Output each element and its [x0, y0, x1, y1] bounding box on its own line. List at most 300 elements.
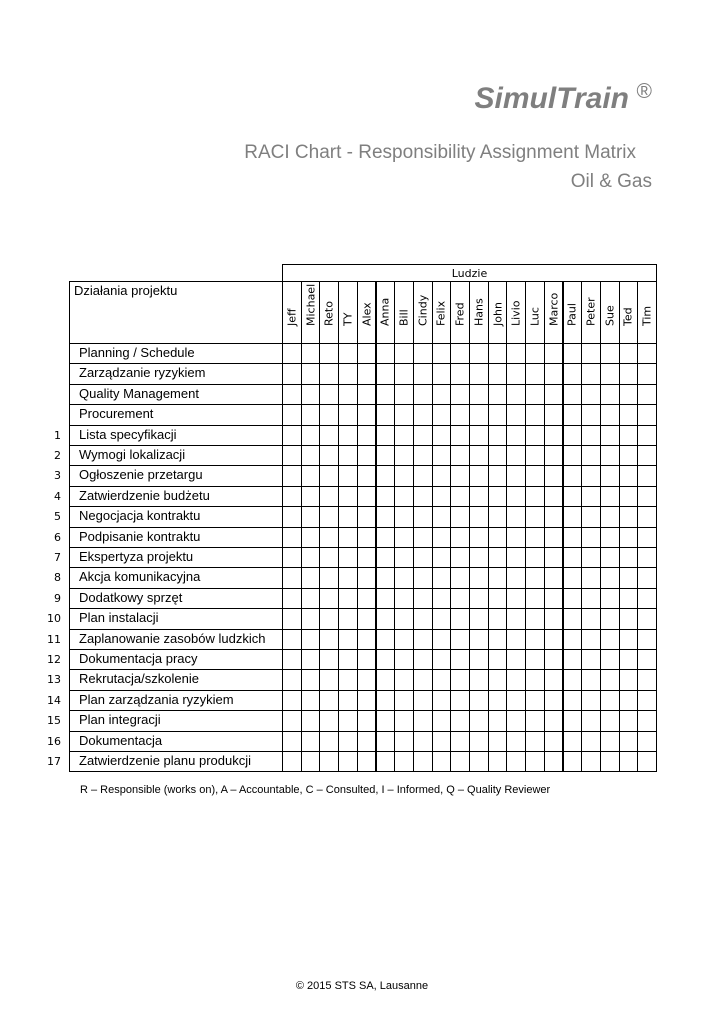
raci-cell[interactable] [488, 649, 508, 670]
raci-cell[interactable] [413, 465, 433, 486]
raci-cell[interactable] [469, 731, 489, 752]
raci-cell[interactable] [376, 649, 396, 670]
raci-cell[interactable] [301, 363, 321, 384]
raci-cell[interactable] [301, 588, 321, 609]
raci-cell[interactable] [301, 384, 321, 405]
raci-cell[interactable] [469, 567, 489, 588]
raci-cell[interactable] [376, 710, 396, 731]
raci-cell[interactable] [563, 445, 583, 466]
raci-cell[interactable] [450, 547, 470, 568]
raci-cell[interactable] [488, 363, 508, 384]
raci-cell[interactable] [357, 425, 377, 446]
raci-cell[interactable] [637, 649, 657, 670]
raci-cell[interactable] [600, 608, 620, 629]
raci-cell[interactable] [357, 445, 377, 466]
raci-cell[interactable] [469, 669, 489, 690]
raci-cell[interactable] [525, 486, 545, 507]
raci-cell[interactable] [338, 567, 358, 588]
raci-cell[interactable] [357, 629, 377, 650]
raci-cell[interactable] [319, 547, 339, 568]
raci-cell[interactable] [581, 506, 601, 527]
raci-cell[interactable] [637, 629, 657, 650]
raci-cell[interactable] [376, 465, 396, 486]
raci-cell[interactable] [413, 506, 433, 527]
raci-cell[interactable] [357, 751, 377, 772]
raci-cell[interactable] [563, 690, 583, 711]
raci-cell[interactable] [413, 690, 433, 711]
raci-cell[interactable] [413, 649, 433, 670]
raci-cell[interactable] [619, 425, 639, 446]
raci-cell[interactable] [544, 445, 564, 466]
raci-cell[interactable] [581, 629, 601, 650]
raci-cell[interactable] [506, 710, 526, 731]
raci-cell[interactable] [506, 731, 526, 752]
raci-cell[interactable] [376, 629, 396, 650]
raci-cell[interactable] [581, 751, 601, 772]
raci-cell[interactable] [637, 690, 657, 711]
raci-cell[interactable] [376, 486, 396, 507]
raci-cell[interactable] [432, 527, 452, 548]
raci-cell[interactable] [619, 486, 639, 507]
raci-cell[interactable] [301, 425, 321, 446]
raci-cell[interactable] [469, 384, 489, 405]
raci-cell[interactable] [563, 629, 583, 650]
raci-cell[interactable] [450, 465, 470, 486]
raci-cell[interactable] [525, 567, 545, 588]
raci-cell[interactable] [506, 669, 526, 690]
raci-cell[interactable] [506, 425, 526, 446]
raci-cell[interactable] [506, 506, 526, 527]
raci-cell[interactable] [600, 588, 620, 609]
raci-cell[interactable] [432, 506, 452, 527]
raci-cell[interactable] [619, 404, 639, 425]
raci-cell[interactable] [600, 486, 620, 507]
raci-cell[interactable] [563, 547, 583, 568]
raci-cell[interactable] [581, 710, 601, 731]
raci-cell[interactable] [600, 506, 620, 527]
raci-cell[interactable] [581, 384, 601, 405]
raci-cell[interactable] [506, 343, 526, 364]
raci-cell[interactable] [413, 751, 433, 772]
raci-cell[interactable] [544, 731, 564, 752]
raci-cell[interactable] [525, 629, 545, 650]
raci-cell[interactable] [525, 649, 545, 670]
raci-cell[interactable] [600, 527, 620, 548]
raci-cell[interactable] [563, 588, 583, 609]
raci-cell[interactable] [432, 629, 452, 650]
raci-cell[interactable] [469, 629, 489, 650]
raci-cell[interactable] [563, 363, 583, 384]
raci-cell[interactable] [544, 384, 564, 405]
raci-cell[interactable] [357, 363, 377, 384]
raci-cell[interactable] [376, 751, 396, 772]
raci-cell[interactable] [525, 669, 545, 690]
raci-cell[interactable] [338, 690, 358, 711]
raci-cell[interactable] [357, 608, 377, 629]
raci-cell[interactable] [619, 731, 639, 752]
raci-cell[interactable] [432, 690, 452, 711]
raci-cell[interactable] [394, 547, 414, 568]
raci-cell[interactable] [357, 547, 377, 568]
raci-cell[interactable] [301, 547, 321, 568]
raci-cell[interactable] [432, 567, 452, 588]
raci-cell[interactable] [544, 506, 564, 527]
raci-cell[interactable] [301, 608, 321, 629]
raci-cell[interactable] [301, 751, 321, 772]
raci-cell[interactable] [376, 547, 396, 568]
raci-cell[interactable] [282, 547, 302, 568]
raci-cell[interactable] [394, 567, 414, 588]
raci-cell[interactable] [376, 608, 396, 629]
raci-cell[interactable] [450, 384, 470, 405]
raci-cell[interactable] [301, 445, 321, 466]
raci-cell[interactable] [319, 404, 339, 425]
raci-cell[interactable] [450, 669, 470, 690]
raci-cell[interactable] [301, 506, 321, 527]
raci-cell[interactable] [432, 384, 452, 405]
raci-cell[interactable] [357, 486, 377, 507]
raci-cell[interactable] [506, 465, 526, 486]
raci-cell[interactable] [301, 629, 321, 650]
raci-cell[interactable] [544, 527, 564, 548]
raci-cell[interactable] [319, 465, 339, 486]
raci-cell[interactable] [432, 404, 452, 425]
raci-cell[interactable] [544, 404, 564, 425]
raci-cell[interactable] [432, 486, 452, 507]
raci-cell[interactable] [637, 567, 657, 588]
raci-cell[interactable] [619, 567, 639, 588]
raci-cell[interactable] [319, 384, 339, 405]
raci-cell[interactable] [450, 649, 470, 670]
raci-cell[interactable] [600, 404, 620, 425]
raci-cell[interactable] [282, 445, 302, 466]
raci-cell[interactable] [357, 384, 377, 405]
raci-cell[interactable] [581, 567, 601, 588]
raci-cell[interactable] [525, 710, 545, 731]
raci-cell[interactable] [581, 649, 601, 670]
raci-cell[interactable] [319, 649, 339, 670]
raci-cell[interactable] [432, 343, 452, 364]
raci-cell[interactable] [432, 588, 452, 609]
raci-cell[interactable] [338, 588, 358, 609]
raci-cell[interactable] [619, 629, 639, 650]
raci-cell[interactable] [600, 649, 620, 670]
raci-cell[interactable] [563, 465, 583, 486]
raci-cell[interactable] [450, 629, 470, 650]
raci-cell[interactable] [637, 527, 657, 548]
raci-cell[interactable] [394, 506, 414, 527]
raci-cell[interactable] [525, 465, 545, 486]
raci-cell[interactable] [544, 649, 564, 670]
raci-cell[interactable] [376, 506, 396, 527]
raci-cell[interactable] [619, 363, 639, 384]
raci-cell[interactable] [637, 363, 657, 384]
raci-cell[interactable] [563, 384, 583, 405]
raci-cell[interactable] [637, 710, 657, 731]
raci-cell[interactable] [357, 343, 377, 364]
raci-cell[interactable] [619, 690, 639, 711]
raci-cell[interactable] [319, 710, 339, 731]
raci-cell[interactable] [619, 649, 639, 670]
raci-cell[interactable] [413, 486, 433, 507]
raci-cell[interactable] [525, 588, 545, 609]
raci-cell[interactable] [581, 404, 601, 425]
raci-cell[interactable] [282, 384, 302, 405]
raci-cell[interactable] [319, 690, 339, 711]
raci-cell[interactable] [282, 669, 302, 690]
raci-cell[interactable] [581, 465, 601, 486]
raci-cell[interactable] [394, 527, 414, 548]
raci-cell[interactable] [469, 506, 489, 527]
raci-cell[interactable] [394, 710, 414, 731]
raci-cell[interactable] [413, 669, 433, 690]
raci-cell[interactable] [563, 608, 583, 629]
raci-cell[interactable] [282, 710, 302, 731]
raci-cell[interactable] [488, 445, 508, 466]
raci-cell[interactable] [357, 404, 377, 425]
raci-cell[interactable] [319, 731, 339, 752]
raci-cell[interactable] [450, 751, 470, 772]
raci-cell[interactable] [413, 363, 433, 384]
raci-cell[interactable] [506, 404, 526, 425]
raci-cell[interactable] [581, 690, 601, 711]
raci-cell[interactable] [525, 547, 545, 568]
raci-cell[interactable] [301, 527, 321, 548]
raci-cell[interactable] [450, 527, 470, 548]
raci-cell[interactable] [413, 731, 433, 752]
raci-cell[interactable] [619, 669, 639, 690]
raci-cell[interactable] [338, 343, 358, 364]
raci-cell[interactable] [469, 404, 489, 425]
raci-cell[interactable] [394, 690, 414, 711]
raci-cell[interactable] [394, 343, 414, 364]
raci-cell[interactable] [394, 608, 414, 629]
raci-cell[interactable] [338, 425, 358, 446]
raci-cell[interactable] [619, 608, 639, 629]
raci-cell[interactable] [338, 445, 358, 466]
raci-cell[interactable] [469, 363, 489, 384]
raci-cell[interactable] [394, 486, 414, 507]
raci-cell[interactable] [581, 527, 601, 548]
raci-cell[interactable] [488, 608, 508, 629]
raci-cell[interactable] [319, 629, 339, 650]
raci-cell[interactable] [563, 731, 583, 752]
raci-cell[interactable] [469, 486, 489, 507]
raci-cell[interactable] [469, 608, 489, 629]
raci-cell[interactable] [469, 710, 489, 731]
raci-cell[interactable] [581, 445, 601, 466]
raci-cell[interactable] [301, 465, 321, 486]
raci-cell[interactable] [319, 445, 339, 466]
raci-cell[interactable] [413, 404, 433, 425]
raci-cell[interactable] [488, 567, 508, 588]
raci-cell[interactable] [338, 547, 358, 568]
raci-cell[interactable] [469, 690, 489, 711]
raci-cell[interactable] [469, 465, 489, 486]
raci-cell[interactable] [506, 547, 526, 568]
raci-cell[interactable] [432, 425, 452, 446]
raci-cell[interactable] [319, 588, 339, 609]
raci-cell[interactable] [282, 567, 302, 588]
raci-cell[interactable] [413, 588, 433, 609]
raci-cell[interactable] [637, 669, 657, 690]
raci-cell[interactable] [394, 465, 414, 486]
raci-cell[interactable] [394, 629, 414, 650]
raci-cell[interactable] [319, 669, 339, 690]
raci-cell[interactable] [282, 465, 302, 486]
raci-cell[interactable] [432, 608, 452, 629]
raci-cell[interactable] [637, 465, 657, 486]
raci-cell[interactable] [450, 486, 470, 507]
raci-cell[interactable] [450, 608, 470, 629]
raci-cell[interactable] [525, 506, 545, 527]
raci-cell[interactable] [376, 363, 396, 384]
raci-cell[interactable] [619, 527, 639, 548]
raci-cell[interactable] [376, 669, 396, 690]
raci-cell[interactable] [581, 731, 601, 752]
raci-cell[interactable] [637, 425, 657, 446]
raci-cell[interactable] [338, 649, 358, 670]
raci-cell[interactable] [600, 690, 620, 711]
raci-cell[interactable] [301, 690, 321, 711]
raci-cell[interactable] [432, 445, 452, 466]
raci-cell[interactable] [619, 445, 639, 466]
raci-cell[interactable] [619, 465, 639, 486]
raci-cell[interactable] [506, 751, 526, 772]
raci-cell[interactable] [357, 465, 377, 486]
raci-cell[interactable] [544, 363, 564, 384]
raci-cell[interactable] [319, 608, 339, 629]
raci-cell[interactable] [488, 629, 508, 650]
raci-cell[interactable] [357, 588, 377, 609]
raci-cell[interactable] [488, 547, 508, 568]
raci-cell[interactable] [413, 629, 433, 650]
raci-cell[interactable] [525, 751, 545, 772]
raci-cell[interactable] [282, 649, 302, 670]
raci-cell[interactable] [469, 527, 489, 548]
raci-cell[interactable] [376, 588, 396, 609]
raci-cell[interactable] [637, 404, 657, 425]
raci-cell[interactable] [357, 506, 377, 527]
raci-cell[interactable] [394, 588, 414, 609]
raci-cell[interactable] [544, 629, 564, 650]
raci-cell[interactable] [338, 710, 358, 731]
raci-cell[interactable] [619, 506, 639, 527]
raci-cell[interactable] [544, 486, 564, 507]
raci-cell[interactable] [319, 567, 339, 588]
raci-cell[interactable] [469, 588, 489, 609]
raci-cell[interactable] [600, 751, 620, 772]
raci-cell[interactable] [544, 588, 564, 609]
raci-cell[interactable] [319, 486, 339, 507]
raci-cell[interactable] [619, 710, 639, 731]
raci-cell[interactable] [376, 404, 396, 425]
raci-cell[interactable] [319, 527, 339, 548]
raci-cell[interactable] [338, 465, 358, 486]
raci-cell[interactable] [619, 547, 639, 568]
raci-cell[interactable] [319, 751, 339, 772]
raci-cell[interactable] [544, 608, 564, 629]
raci-cell[interactable] [282, 608, 302, 629]
raci-cell[interactable] [563, 404, 583, 425]
raci-cell[interactable] [525, 690, 545, 711]
raci-cell[interactable] [563, 710, 583, 731]
raci-cell[interactable] [394, 731, 414, 752]
raci-cell[interactable] [619, 384, 639, 405]
raci-cell[interactable] [338, 608, 358, 629]
raci-cell[interactable] [581, 425, 601, 446]
raci-cell[interactable] [544, 690, 564, 711]
raci-cell[interactable] [600, 629, 620, 650]
raci-cell[interactable] [544, 547, 564, 568]
raci-cell[interactable] [544, 465, 564, 486]
raci-cell[interactable] [450, 363, 470, 384]
raci-cell[interactable] [338, 506, 358, 527]
raci-cell[interactable] [600, 547, 620, 568]
raci-cell[interactable] [619, 751, 639, 772]
raci-cell[interactable] [637, 751, 657, 772]
raci-cell[interactable] [394, 649, 414, 670]
raci-cell[interactable] [357, 527, 377, 548]
raci-cell[interactable] [488, 465, 508, 486]
raci-cell[interactable] [376, 343, 396, 364]
raci-cell[interactable] [338, 751, 358, 772]
raci-cell[interactable] [301, 404, 321, 425]
raci-cell[interactable] [282, 690, 302, 711]
raci-cell[interactable] [338, 669, 358, 690]
raci-cell[interactable] [600, 731, 620, 752]
raci-cell[interactable] [525, 384, 545, 405]
raci-cell[interactable] [469, 445, 489, 466]
raci-cell[interactable] [450, 425, 470, 446]
raci-cell[interactable] [581, 669, 601, 690]
raci-cell[interactable] [469, 649, 489, 670]
raci-cell[interactable] [506, 445, 526, 466]
raci-cell[interactable] [600, 567, 620, 588]
raci-cell[interactable] [394, 384, 414, 405]
raci-cell[interactable] [394, 404, 414, 425]
raci-cell[interactable] [319, 506, 339, 527]
raci-cell[interactable] [357, 669, 377, 690]
raci-cell[interactable] [432, 669, 452, 690]
raci-cell[interactable] [506, 588, 526, 609]
raci-cell[interactable] [432, 751, 452, 772]
raci-cell[interactable] [525, 731, 545, 752]
raci-cell[interactable] [376, 690, 396, 711]
raci-cell[interactable] [506, 363, 526, 384]
raci-cell[interactable] [338, 404, 358, 425]
raci-cell[interactable] [338, 731, 358, 752]
raci-cell[interactable] [563, 486, 583, 507]
raci-cell[interactable] [394, 669, 414, 690]
raci-cell[interactable] [282, 343, 302, 364]
raci-cell[interactable] [544, 669, 564, 690]
raci-cell[interactable] [413, 384, 433, 405]
raci-cell[interactable] [319, 343, 339, 364]
raci-cell[interactable] [357, 649, 377, 670]
raci-cell[interactable] [413, 710, 433, 731]
raci-cell[interactable] [432, 710, 452, 731]
raci-cell[interactable] [544, 751, 564, 772]
raci-cell[interactable] [600, 425, 620, 446]
raci-cell[interactable] [563, 506, 583, 527]
raci-cell[interactable] [488, 506, 508, 527]
raci-cell[interactable] [619, 343, 639, 364]
raci-cell[interactable] [488, 527, 508, 548]
raci-cell[interactable] [488, 751, 508, 772]
raci-cell[interactable] [432, 465, 452, 486]
raci-cell[interactable] [600, 465, 620, 486]
